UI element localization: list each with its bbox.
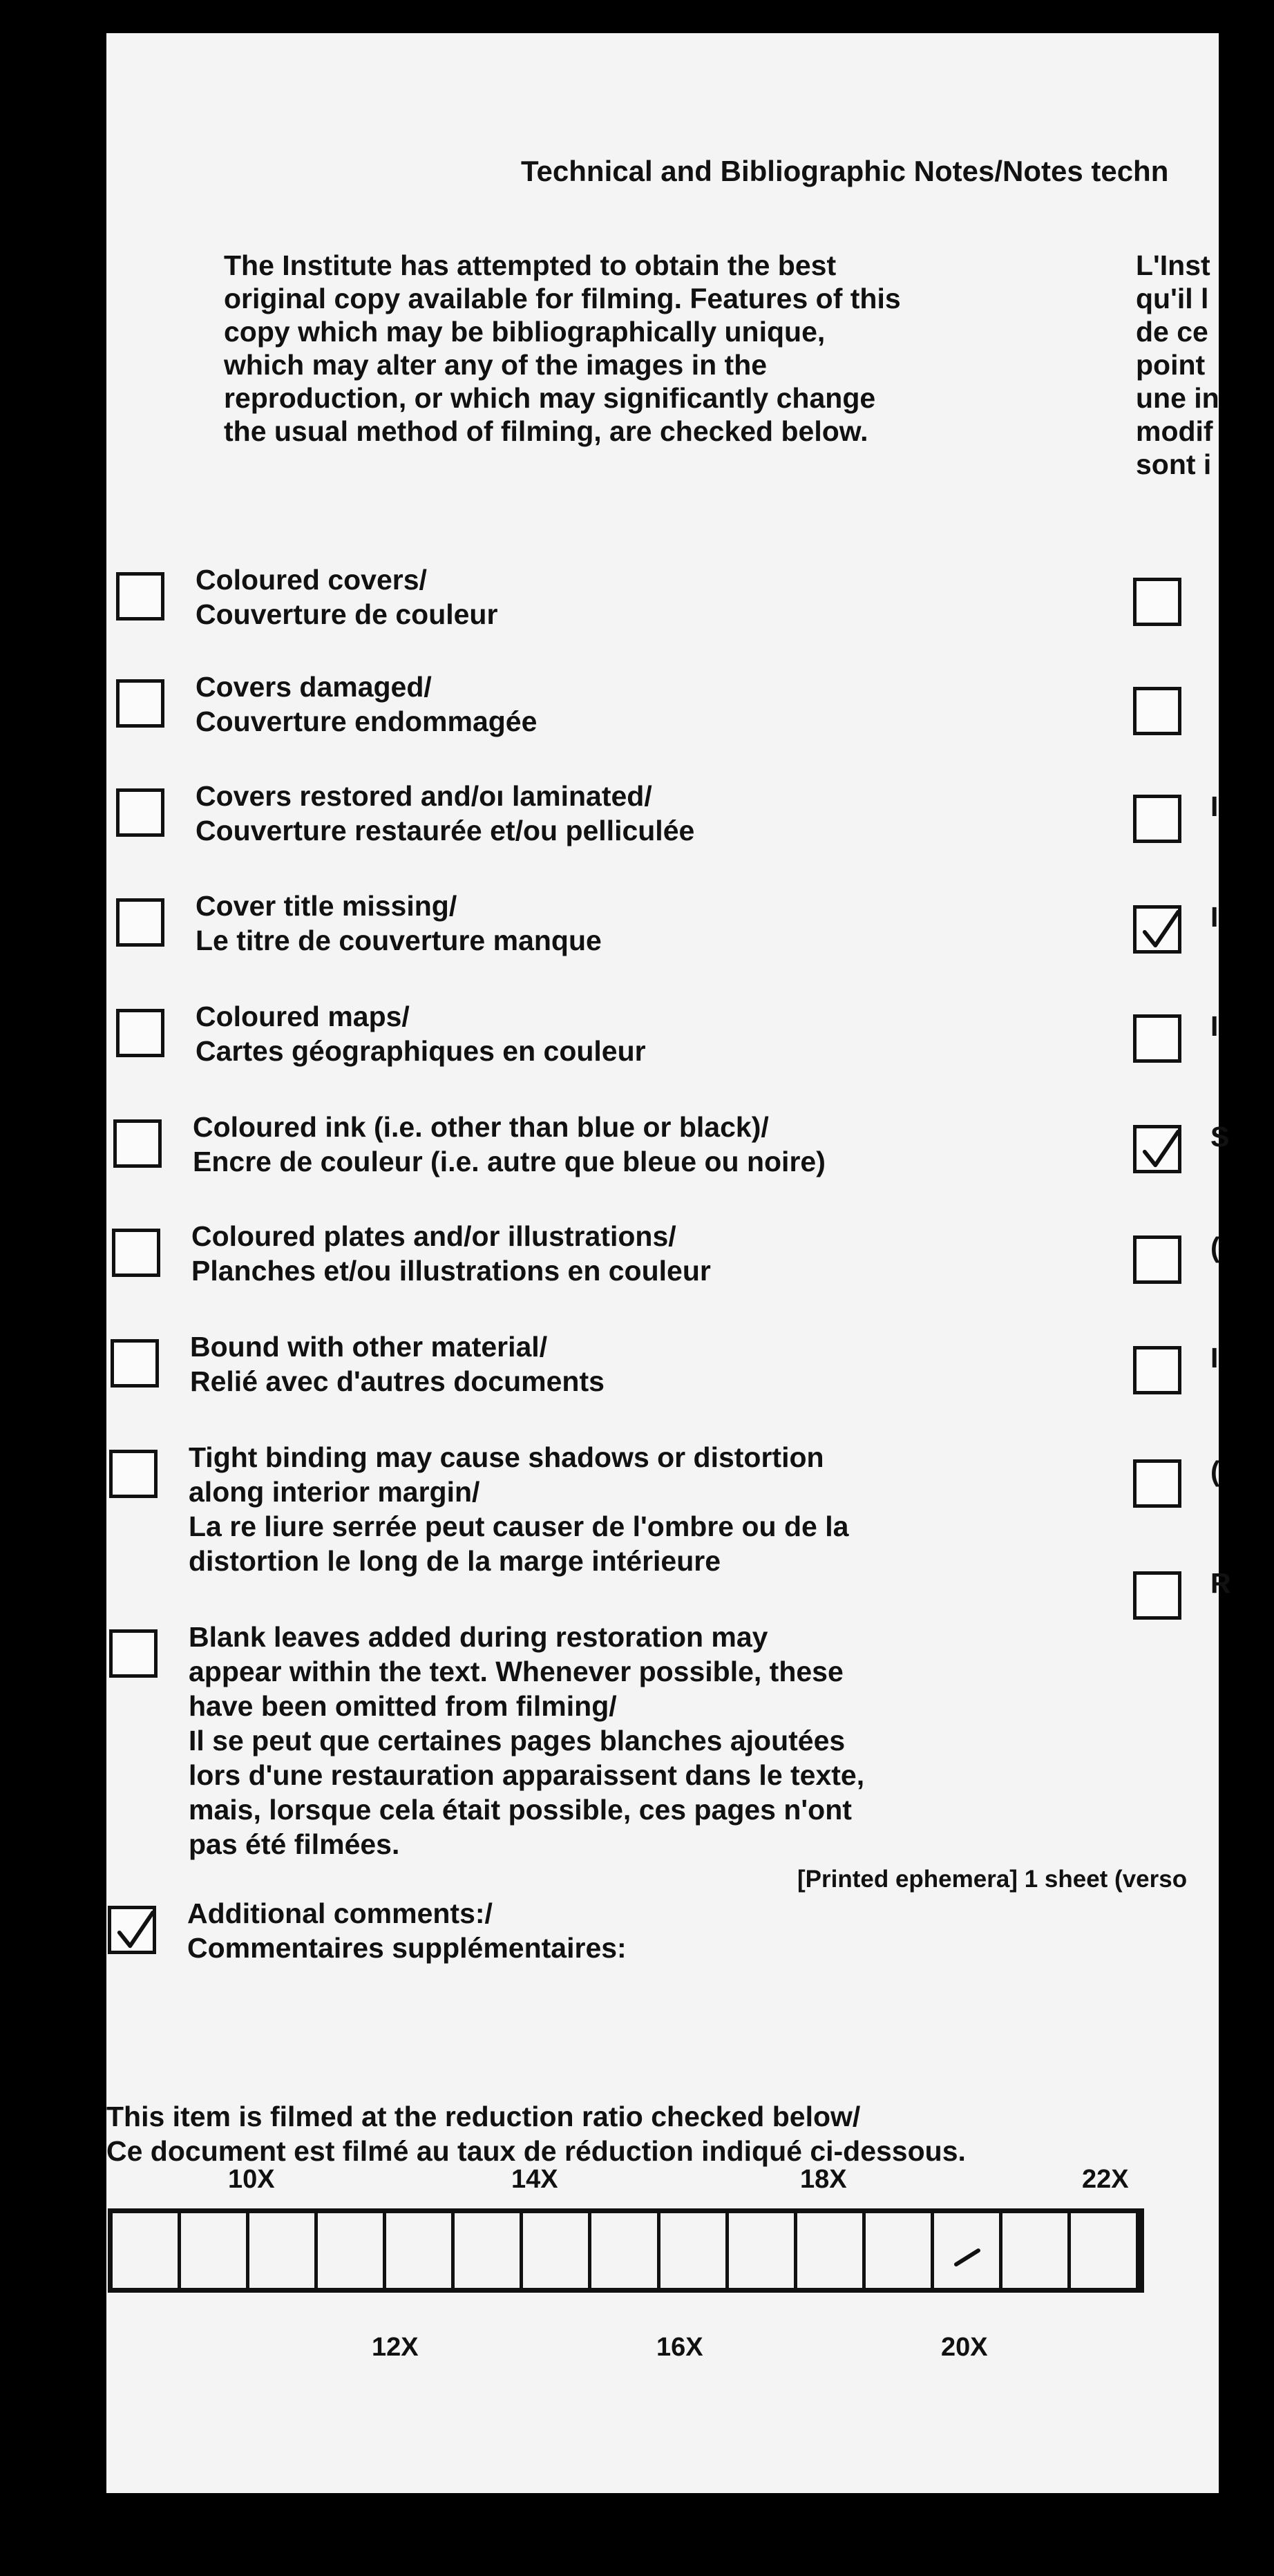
scale-label-top: 22X: [1082, 2165, 1129, 2194]
right-checkbox[interactable]: [1133, 1235, 1181, 1284]
checkbox[interactable]: [116, 679, 164, 728]
page-header: Technical and Bibliographic Notes/Notes techn: [521, 155, 1169, 187]
label-line: Le titre de couverture manque: [196, 925, 602, 956]
checkbox[interactable]: [108, 1906, 156, 1954]
intro-line: which may alter any of the images in the: [224, 349, 768, 381]
checkbox[interactable]: [109, 1450, 158, 1498]
right-checkbox[interactable]: [1133, 1125, 1181, 1173]
scale-label-bottom: 20X: [941, 2333, 988, 2362]
intro-text-right: [1136, 249, 1274, 481]
label-line: along interior margin/: [189, 1476, 480, 1508]
checkbox[interactable]: [112, 1229, 160, 1277]
checklist-label: [193, 1110, 826, 1179]
ratio-cell[interactable]: [318, 2213, 386, 2288]
intro-line: the usual method of filming, are checked below.: [224, 415, 868, 447]
label-line: La re liure serrée peut causer de l'ombre ou de la: [189, 1510, 849, 1542]
ratio-cell[interactable]: [866, 2213, 934, 2288]
intro-right-line: qu'il l: [1136, 283, 1209, 314]
checkmark-icon: [1141, 909, 1181, 950]
ratio-cell[interactable]: [729, 2213, 797, 2288]
label-line: Additional comments:/: [187, 1897, 493, 1929]
intro-right-line: de ce: [1136, 316, 1208, 348]
label-line: Covers damaged/: [196, 671, 432, 703]
checklist-label: [190, 1329, 605, 1399]
label-line: Encre de couleur (i.e. autre que bleue ou noire): [193, 1146, 826, 1177]
scale-label-top: 14X: [511, 2165, 558, 2194]
label-line: mais, lorsque cela était possible, ces pages n'ont: [189, 1794, 852, 1826]
label-line: Coloured maps/: [196, 1001, 410, 1032]
right-checkbox[interactable]: [1133, 1571, 1181, 1620]
right-item-fragment: R: [1210, 1567, 1231, 1599]
right-item-fragment: I: [1210, 790, 1219, 822]
checklist-label: [189, 1620, 864, 1862]
tick-icon: [953, 2241, 981, 2269]
checklist-label: [196, 999, 646, 1068]
right-checkbox[interactable]: [1133, 1014, 1181, 1063]
label-line: pas été filmées.: [189, 1828, 400, 1860]
reduction-line-2: Ce document est filmé au taux de réduction indiqué ci-dessous.: [106, 2135, 966, 2167]
ratio-cell[interactable]: [181, 2213, 249, 2288]
ratio-cell[interactable]: [797, 2213, 866, 2288]
ratio-cell[interactable]: [113, 2213, 181, 2288]
checkbox[interactable]: [111, 1339, 159, 1388]
label-line: Il se peut que certaines pages blanches ajoutées: [189, 1725, 846, 1756]
checklist-label: [196, 670, 537, 739]
ratio-cell[interactable]: [1071, 2213, 1139, 2288]
intro-text: [224, 249, 1039, 448]
right-item-fragment: (: [1210, 1455, 1220, 1487]
checklist-label: [196, 562, 497, 632]
checklist-label: [191, 1219, 711, 1288]
checkbox[interactable]: [113, 1119, 162, 1168]
label-line: Coloured plates and/or illustrations/: [191, 1220, 676, 1252]
label-line: Tight binding may cause shadows or distortion: [189, 1441, 824, 1473]
reduction-ratio-text: [106, 2099, 966, 2168]
checkbox[interactable]: [116, 788, 164, 837]
label-line: Couverture restaurée et/ou pelliculée: [196, 815, 695, 846]
label-line: Cover title missing/: [196, 890, 457, 922]
ratio-cell[interactable]: [934, 2213, 1002, 2288]
ratio-cell[interactable]: [386, 2213, 455, 2288]
reduction-line-1: This item is filmed at the reduction ratio checked below/: [106, 2101, 861, 2132]
scale-label-bottom: 16X: [656, 2333, 703, 2362]
right-checkbox[interactable]: [1133, 1459, 1181, 1508]
intro-right-line: point: [1136, 349, 1206, 381]
intro-line: reproduction, or which may significantly change: [224, 382, 876, 414]
label-line: Coloured covers/: [196, 564, 427, 596]
label-line: Planches et/ou illustrations en couleur: [191, 1255, 711, 1287]
label-line: Relié avec d'autres documents: [190, 1365, 605, 1397]
label-line: appear within the text. Whenever possible, these: [189, 1656, 844, 1687]
intro-right-line: L'Inst: [1136, 249, 1210, 281]
intro-right-line: sont i: [1136, 448, 1212, 480]
intro-right-line: une in: [1136, 382, 1219, 414]
right-item-fragment: I: [1210, 1342, 1219, 1374]
right-checkbox[interactable]: [1133, 687, 1181, 735]
checkbox[interactable]: [116, 1009, 164, 1057]
reduction-grid: [108, 2208, 1144, 2293]
label-line: distortion le long de la marge intérieure: [189, 1545, 721, 1577]
checklist-label: [187, 1896, 627, 1965]
checkmark-icon: [115, 1909, 155, 1951]
right-item-fragment: (: [1210, 1231, 1220, 1263]
ratio-cell[interactable]: [591, 2213, 660, 2288]
label-line: lors d'une restauration apparaissent dans le texte,: [189, 1759, 865, 1791]
right-checkbox[interactable]: [1133, 795, 1181, 843]
checkbox[interactable]: [109, 1629, 158, 1678]
checkbox[interactable]: [116, 898, 164, 947]
intro-line: original copy available for filming. Features of this: [224, 283, 901, 314]
ratio-cell[interactable]: [1002, 2213, 1071, 2288]
ratio-cell[interactable]: [455, 2213, 523, 2288]
label-line: Bound with other material/: [190, 1331, 548, 1363]
right-checkbox[interactable]: [1133, 1346, 1181, 1394]
additional-comments-value: [Printed ephemera] 1 sheet (verso: [797, 1866, 1188, 1893]
scale-label-bottom: 12X: [372, 2333, 419, 2362]
ratio-cell[interactable]: [660, 2213, 729, 2288]
checklist-label: [189, 1440, 848, 1578]
ratio-cell[interactable]: [523, 2213, 591, 2288]
checklist-label: [196, 779, 694, 848]
right-item-fragment: I: [1210, 901, 1219, 933]
label-line: Commentaires supplémentaires:: [187, 1932, 627, 1964]
ratio-cell[interactable]: [249, 2213, 318, 2288]
scale-label-top: 10X: [228, 2165, 275, 2194]
checkmark-icon: [1141, 1128, 1181, 1170]
right-checkbox[interactable]: [1133, 905, 1181, 954]
right-checkbox[interactable]: [1133, 578, 1181, 626]
right-item-fragment: I: [1210, 1010, 1219, 1042]
right-item-fragment: S: [1210, 1121, 1230, 1153]
label-line: have been omitted from filming/: [189, 1690, 617, 1722]
label-line: Couverture endommagée: [196, 705, 538, 737]
intro-right-line: modif: [1136, 415, 1213, 447]
intro-line: copy which may be bibliographically unique,: [224, 316, 826, 348]
label-line: Coloured ink (i.e. other than blue or black)/: [193, 1111, 769, 1143]
intro-line: The Institute has attempted to obtain the best: [224, 249, 837, 281]
label-line: Couverture de couleur: [196, 598, 498, 630]
label-line: Blank leaves added during restoration may: [189, 1621, 768, 1653]
label-line: Cartes géographiques en couleur: [196, 1035, 646, 1067]
checklist-label: [196, 889, 602, 958]
label-line: Covers restored and/oı laminated/: [196, 780, 652, 812]
checkbox[interactable]: [116, 572, 164, 621]
scale-label-top: 18X: [800, 2165, 847, 2194]
